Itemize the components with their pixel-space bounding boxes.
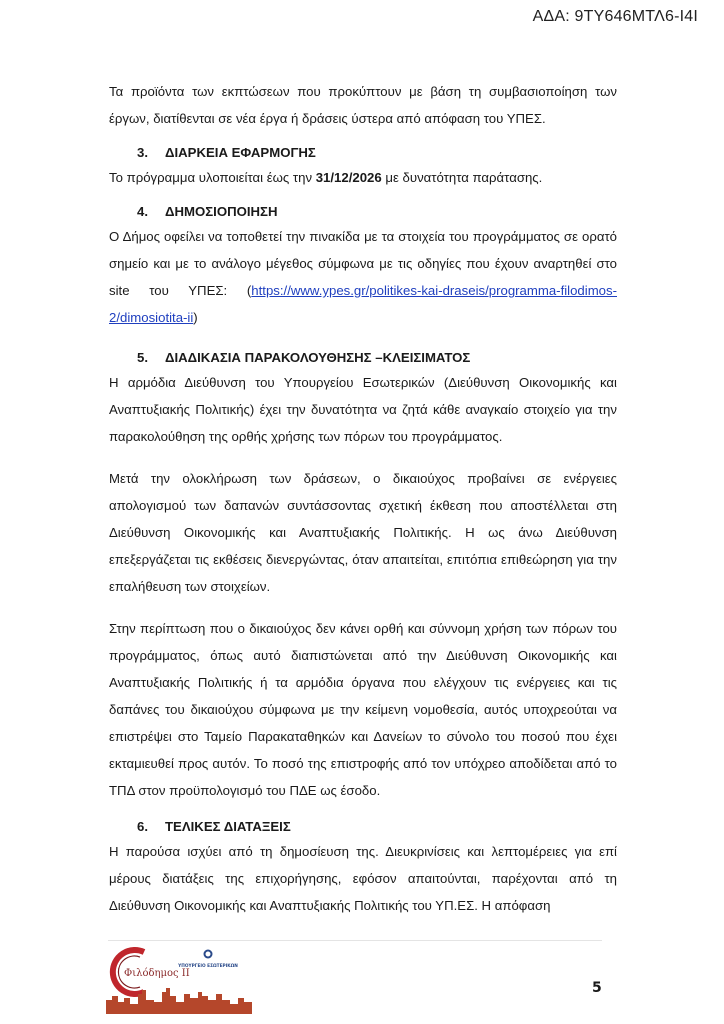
section-4-paragraph — [109, 223, 617, 331]
document-body — [109, 78, 617, 919]
text: Το πρόγραμμα υλοποιείται έως την — [109, 170, 316, 185]
section-6-heading — [109, 816, 617, 838]
section-4-heading — [109, 201, 617, 223]
section-number: 5. — [137, 350, 148, 365]
ypes-publicity-link[interactable]: https://www.ypes.gr/politikes-kai-draseis/programma-filodimos-2/dimosiotita-ii — [109, 283, 617, 325]
section-title: ΔΙΑΡΚΕΙΑ ΕΦΑΡΜΟΓΗΣ — [165, 145, 316, 160]
section-number: 3. — [137, 145, 148, 160]
section-5-heading — [109, 347, 617, 369]
page-number: 5 — [592, 980, 602, 996]
section-title: ΤΕΛΙΚΕΣ ΔΙΑΤΑΞΕΙΣ — [165, 819, 291, 834]
section-5-paragraph-3: Στην περίπτωση που ο δικαιούχος δεν κάνει ορθή και σύννομη χρήση των πόρων του προγράμματος, όπως αυτό διαπιστώνεται από την Διεύθυνση Οικονομικής και Αναπτυξιακής Πολιτικής ή τα αρμόδια όργανα που ελέγχουν τις ενέργειες και τις δαπάνες του δικαιούχου σύμφωνα με την κείμενη νομοθεσία, αυτός υποχρεούται να επιστρέψει στο Ταμείο Παρακαταθηκών και Δανείων το σύνολο του ποσού που έχει εκταμιευθεί προς αυτόν. Το ποσό της επιστροφής από τον υπόχρεο αποδίδεται από το ΤΠΔ στον προϋπολογισμό του ΠΔΕ ως έσοδο. — [109, 621, 617, 798]
text: Ο Δήμος οφείλει να τοποθετεί την πινακίδα με τα στοιχεία του προγράμματος σε ορατό σημείο και με το ανάλογο μέγεθος σύμφωνα με τις οδηγίες που έχουν αναρτηθεί στο site του ΥΠΕΣ: ( — [109, 229, 617, 298]
section-5-paragraph-2: Μετά την ολοκλήρωση των δράσεων, ο δικαιούχος προβαίνει σε ενέργειες απολογισμού των δαπανών συντάσσοντας σχετική έκθεση που αποστέλλεται στη Διεύθυνση Οικονομικής και Αναπτυξιακής Πολιτικής. Η ως άνω Διεύθυνση επεξεργάζεται τις εκθέσεις διενεργώντας, όταν απαιτείται, επιτόπια επιθεώρηση για την επαλήθευση των στοιχείων. — [109, 471, 617, 594]
section-3-heading — [109, 142, 617, 164]
section-3-paragraph — [109, 164, 617, 191]
intro-paragraph: Τα προϊόντα των εκπτώσεων που προκύπτουν με βάση τη συμβασιοποίηση των έργων, διατίθενται σε νέα έργα ή δράσεις ύστερα από απόφαση του ΥΠΕΣ. — [109, 84, 617, 126]
text: με δυνατότητα παράτασης. — [381, 170, 543, 185]
footer-divider — [108, 940, 602, 941]
logo-text: Φιλόδημος ΙΙ — [124, 968, 190, 979]
section-number: 4. — [137, 204, 148, 219]
section-number: 6. — [137, 819, 148, 834]
section-title: ΔΙΑΔΙΚΑΣΙΑ ΠΑΡΑΚΟΛΟΥΘΗΣΗΣ –ΚΛΕΙΣΙΜΑΤΟΣ — [165, 350, 471, 365]
ministry-text: ΥΠΟΥΡΓΕΙΟ ΕΣΩΤΕΡΙΚΩΝ — [178, 964, 238, 969]
section-5-paragraph-1: Η αρμόδια Διεύθυνση του Υπουργείου Εσωτερικών (Διεύθυνση Οικονομικής και Αναπτυξιακής Πολιτικής) έχει την δυνατότητα να ζητά κάθε αναγκαίο στοιχείο για την παρακολούθηση της ορθής χρήσης των πόρων του προγράμματος. — [109, 375, 617, 444]
deadline-date: 31/12/2026 — [315, 170, 382, 185]
greek-emblem-icon-inner — [206, 952, 211, 957]
section-title: ΔΗΜΟΣΙΟΠΟΙΗΣΗ — [165, 204, 278, 219]
filodimos-logo — [104, 944, 254, 1014]
filodimos-logo-graphic — [104, 944, 254, 1014]
ada-code: ΑΔΑ: 9ΤΥ646ΜΤΛ6-Ι4Ι — [532, 8, 698, 25]
section-6-paragraph-1: Η παρούσα ισχύει από τη δημοσίευση της. Διευκρινίσεις και λεπτομέρειες για επί μέρους διατάξεις της επιχορήγησης, εφόσον απαιτούνται, παρέχονται από τη Διεύθυνση Οικονομικής και Αναπτυξιακής Πολιτικής του ΥΠ.ΕΣ. Η απόφαση — [109, 844, 617, 913]
text: ) — [193, 310, 198, 325]
